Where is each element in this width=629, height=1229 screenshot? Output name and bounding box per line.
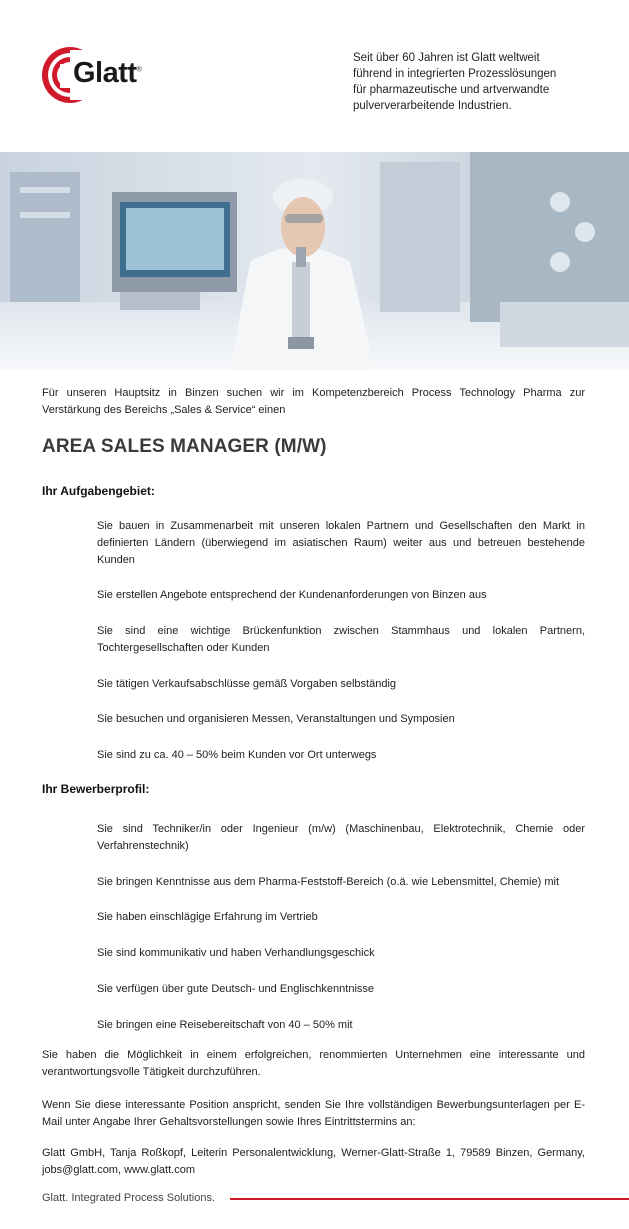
- task-item: Sie sind zu ca. 40 – 50% beim Kunden vor Ort unterwegs: [97, 749, 377, 761]
- footer-slogan: Glatt. Integrated Process Solutions.: [42, 1192, 216, 1204]
- job-title: AREA SALES MANAGER (M/W): [42, 436, 327, 457]
- task-item: Sie tätigen Verkaufsabschlüsse gemäß Vorgaben selbständig: [97, 678, 397, 690]
- profile-item: Sie bringen Kenntnisse aus dem Pharma-Feststoff-Bereich (o.ä. wie Lebensmittel, Chemie) mit: [97, 876, 560, 888]
- task-item: Sie bauen in Zusammenarbeit mit unseren lokalen Partnern und Gesellschaften den Markt in definierten Ländern (überwiegend im asiatischen Raum) weiter aus und betreuen bestehende Kunden: [97, 520, 585, 566]
- profile-item: Sie sind kommunikativ und haben Verhandlungsgeschick: [97, 947, 375, 959]
- logo-wordmark: Glatt®: [73, 57, 142, 89]
- hero-photo-lab-engineer: [0, 152, 629, 370]
- tasks-heading: Ihr Aufgabengebiet:: [42, 484, 155, 498]
- task-item: Sie sind eine wichtige Brückenfunktion zwischen Stammhaus und lokalen Partnern, Tochtergesellschaften oder Kunden: [97, 625, 585, 654]
- task-item: Sie besuchen und organisieren Messen, Veranstaltungen und Symposien: [97, 713, 455, 725]
- intro-paragraph: Für unseren Hauptsitz in Binzen suchen wir im Kompetenzbereich Process Technology Pharma zur Verstärkung des Bereichs „Sales & Service“ einen: [42, 387, 585, 416]
- profile-heading: Ihr Bewerberprofil:: [42, 782, 150, 796]
- closing-paragraph: Sie haben die Möglichkeit in einem erfolgreichen, renommierten Unternehmen eine interessante und verantwortungsvolle Tätigkeit durchzuführen.: [42, 1049, 585, 1078]
- contact-details: Glatt GmbH, Tanja Roßkopf, Leiterin Personalentwicklung, Werner-Glatt-Straße 1, 79589 Binzen, Germany, jobs@glatt.com, www.glatt.com: [42, 1147, 585, 1176]
- profile-item: Sie haben einschlägige Erfahrung im Vertrieb: [97, 911, 318, 923]
- task-item: Sie erstellen Angebote entsprechend der Kundenanforderungen von Binzen aus: [97, 589, 487, 601]
- application-instructions: Wenn Sie diese interessante Position anspricht, senden Sie Ihre vollständigen Bewerbungsunterlagen per E-Mail unter Angabe Ihrer Gehaltsvorstellungen sowie Ihres Eintrittstermins an:: [42, 1099, 585, 1128]
- profile-item: Sie bringen eine Reisebereitschaft von 40 – 50% mit: [97, 1019, 353, 1031]
- profile-item: Sie verfügen über gute Deutsch- und Englischkenntnisse: [97, 983, 375, 995]
- profile-item: Sie sind Techniker/in oder Ingenieur (m/w) (Maschinenbau, Elektrotechnik, Chemie oder Verfahrenstechnik): [97, 823, 585, 852]
- company-tagline: Seit über 60 Jahren ist Glatt weltweit führend in integrierten Prozesslösungen für pharmazeutische und artverwandte pulververarbeitende Industrien.: [353, 52, 557, 112]
- footer-divider: [230, 1198, 629, 1200]
